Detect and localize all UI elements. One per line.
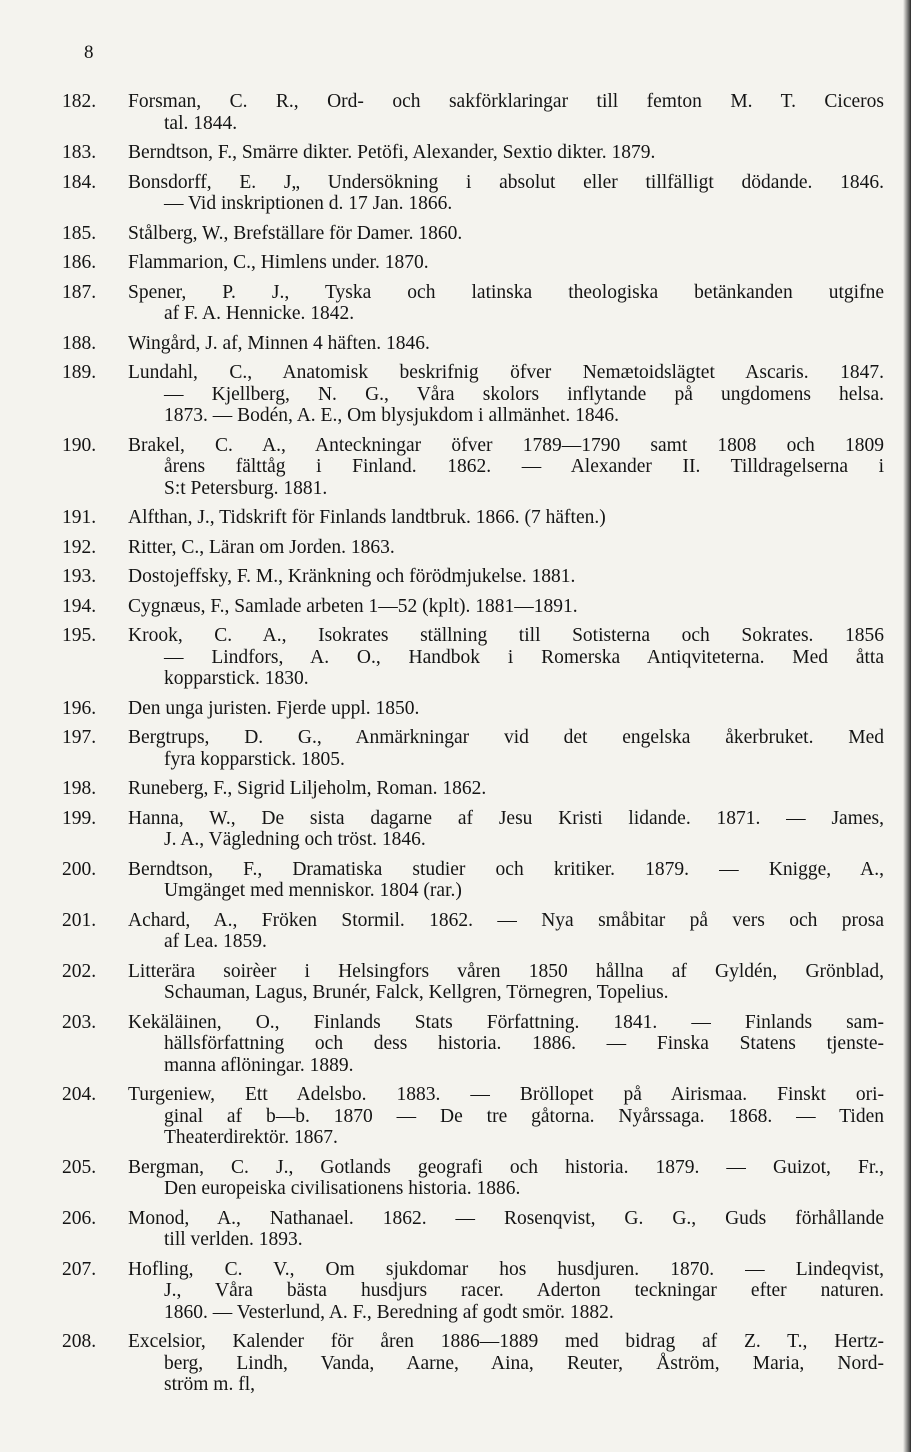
- entry-line: Cygnæus, F., Samlade arbeten 1—52 (kplt). 1881—1891.: [128, 595, 578, 617]
- catalogue-entry: [62, 1157, 884, 1200]
- entry-line: berg, Lindh, Vanda, Aarne, Aina, Reuter, Åström, Maria, Nord-: [164, 1352, 884, 1374]
- entry-line: Achard, A., Fröken Stormil. 1862. — Nya småbitar på vers och prosa: [128, 909, 884, 931]
- catalogue-entry: [62, 223, 884, 245]
- entry-number: 195.: [62, 625, 97, 646]
- entry-text: [128, 91, 884, 134]
- entry-text: [128, 333, 884, 355]
- catalogue-entry: [62, 333, 884, 355]
- entry-line: Forsman, C. R., Ord- och sakförklaringar till femton M. T. Ciceros: [128, 91, 884, 112]
- entry-line: Berndtson, F., Smärre dikter. Petöfi, Alexander, Sextio dikter. 1879.: [128, 142, 656, 163]
- catalogue-entry: [62, 1208, 884, 1251]
- catalogue-entry: [62, 566, 884, 588]
- catalogue-entry: [62, 1012, 884, 1077]
- entry-line: Bonsdorff, E. J„ Undersökning i absolut eller tillfälligt dödande. 1846.: [128, 171, 884, 193]
- entry-number: 184.: [62, 171, 97, 193]
- entry-line: Bergman, C. J., Gotlands geografi och historia. 1879. — Guizot, Fr.,: [128, 1156, 884, 1178]
- entry-line: Turgeniew, Ett Adelsbo. 1883. — Bröllopet på Airismaa. Finskt ori-: [128, 1084, 884, 1105]
- entry-line: J. A., Vägledning och tröst. 1846.: [164, 829, 426, 850]
- entry-number: 189.: [62, 362, 97, 383]
- entry-line: Wingård, J. af, Minnen 4 häften. 1846.: [128, 332, 430, 354]
- entry-text: [128, 362, 884, 427]
- entry-line: manna aflöningar. 1889.: [164, 1054, 354, 1076]
- entry-line: ström m. fl,: [164, 1374, 255, 1395]
- entry-number: 206.: [62, 1207, 97, 1229]
- catalogue-entry: [62, 778, 884, 800]
- catalogue-entry: [62, 362, 884, 427]
- entry-number: 204.: [62, 1084, 97, 1105]
- entry-line: J., Våra bästa husdjurs racer. Aderton teckningar efter naturen.: [164, 1280, 884, 1301]
- entry-text: [128, 1084, 884, 1149]
- catalogue-entry: [62, 698, 884, 720]
- entry-text: [128, 778, 884, 800]
- entry-line: Runeberg, F., Sigrid Liljeholm, Roman. 1862.: [128, 778, 487, 799]
- entry-number: 207.: [62, 1258, 97, 1280]
- entry-line: Hanna, W., De sista dagarne af Jesu Kristi lidande. 1871. — James,: [128, 807, 884, 829]
- entry-number: 185.: [62, 222, 97, 244]
- entry-text: [128, 507, 884, 529]
- entry-text: [128, 727, 884, 770]
- entry-number: 192.: [62, 536, 97, 558]
- entry-text: [128, 961, 884, 1004]
- entry-text: [128, 566, 884, 588]
- entry-line: årens fälttåg i Finland. 1862. — Alexander II. Tilldragelserna i: [164, 456, 884, 477]
- entry-text: [128, 142, 884, 164]
- entry-text: [128, 859, 884, 902]
- catalogue-entry: [62, 435, 884, 500]
- entry-line: af Lea. 1859.: [164, 931, 267, 952]
- entry-number: 183.: [62, 142, 97, 163]
- entry-line: Spener, P. J., Tyska och latinska theologiska betänkanden utgifne: [128, 281, 884, 303]
- entry-line: Kekäläinen, O., Finlands Stats Författning. 1841. — Finlands sam-: [128, 1011, 884, 1033]
- catalogue-entry: [62, 859, 884, 902]
- entry-number: 198.: [62, 778, 97, 799]
- entry-line: fyra kopparstick. 1805.: [164, 748, 345, 770]
- entry-line: hällsförfattning och dess historia. 1886. — Finska Statens tjenste-: [164, 1033, 884, 1054]
- entry-line: Den unga juristen. Fjerde uppl. 1850.: [128, 697, 420, 719]
- entry-number: 182.: [62, 91, 97, 112]
- entry-text: [128, 537, 884, 559]
- entry-number: 208.: [62, 1331, 97, 1352]
- entry-number: 205.: [62, 1156, 97, 1178]
- entry-line: Theaterdirektör. 1867.: [164, 1127, 338, 1148]
- entry-number: 202.: [62, 960, 97, 982]
- catalogue-entry: [62, 1331, 884, 1396]
- entry-line: kopparstick. 1830.: [164, 668, 309, 689]
- catalogue-entry: [62, 142, 884, 164]
- entry-text: [128, 1157, 884, 1200]
- catalogue-entry: [62, 537, 884, 559]
- entry-number: 194.: [62, 595, 97, 617]
- entry-line: Lundahl, C., Anatomisk beskrifnig öfver Nemætoidslägtet Ascaris. 1847.: [128, 362, 884, 383]
- entry-number: 197.: [62, 727, 97, 748]
- catalogue-entry: [62, 910, 884, 953]
- entry-line: — Kjellberg, N. G., Våra skolors inflytande på ungdomens helsa.: [164, 383, 884, 405]
- catalogue-entry: [62, 808, 884, 851]
- catalogue-entry: [62, 596, 884, 618]
- catalogue-entry: [62, 282, 884, 325]
- entry-text: [128, 223, 884, 245]
- entry-line: Stålberg, W., Brefställare för Damer. 1860.: [128, 222, 463, 244]
- entry-number: 200.: [62, 858, 97, 880]
- catalogue-entry: [62, 625, 884, 690]
- entry-line: af F. A. Hennicke. 1842.: [164, 303, 355, 324]
- entry-line: S:t Petersburg. 1881.: [164, 477, 328, 499]
- entry-text: [128, 698, 884, 720]
- catalogue-entry: [62, 1084, 884, 1149]
- entry-line: 1873. — Bodén, A. E., Om blysjukdom i allmänhet. 1846.: [164, 405, 619, 426]
- entry-text: [128, 282, 884, 325]
- entry-line: Schauman, Lagus, Brunér, Falck, Kellgren, Törnegren, Topelius.: [164, 982, 669, 1003]
- entry-number: 203.: [62, 1011, 97, 1033]
- entry-number: 199.: [62, 807, 97, 829]
- catalogue-entry: [62, 252, 884, 274]
- entry-line: ginal af b—b. 1870 — De tre gåtorna. Nyårssaga. 1868. — Tiden: [164, 1105, 884, 1127]
- entry-line: Excelsior, Kalender för åren 1886—1889 med bidrag af Z. T., Hertz-: [128, 1331, 884, 1352]
- entry-line: — Vid inskriptionen d. 17 Jan. 1866.: [164, 193, 453, 214]
- catalogue-entry: [62, 727, 884, 770]
- entry-line: Den europeiska civilisationens historia. 1886.: [164, 1178, 521, 1199]
- entry-text: [128, 1259, 884, 1324]
- entry-number: 187.: [62, 281, 97, 303]
- entry-number: 201.: [62, 909, 97, 931]
- entry-text: [128, 1208, 884, 1251]
- entry-text: [128, 596, 884, 618]
- entry-line: Berndtson, F., Dramatiska studier och kritiker. 1879. — Knigge, A.,: [128, 858, 884, 880]
- entry-line: Dostojeffsky, F. M., Kränkning och förödmjukelse. 1881.: [128, 566, 576, 587]
- entry-line: Krook, C. A., Isokrates ställning till Sotisterna och Sokrates. 1856: [128, 625, 884, 646]
- entry-number: 186.: [62, 252, 97, 273]
- catalogue-entries: [62, 91, 884, 1404]
- entry-text: [128, 625, 884, 690]
- catalogue-entry: [62, 91, 884, 134]
- entry-line: Litterära soirèer i Helsingfors våren 1850 hållna af Gyldén, Grönblad,: [128, 960, 884, 982]
- entry-number: 196.: [62, 697, 97, 719]
- entry-line: — Lindfors, A. O., Handbok i Romerska Antiqviteterna. Med åtta: [164, 646, 884, 668]
- entry-number: 191.: [62, 507, 97, 528]
- entry-text: [128, 252, 884, 274]
- entry-text: [128, 1012, 884, 1077]
- entry-number: 190.: [62, 434, 97, 456]
- page-edge-shadow: [903, 0, 911, 1452]
- entry-text: [128, 910, 884, 953]
- entry-line: Alfthan, J., Tidskrift för Finlands landtbruk. 1866. (7 häften.): [128, 507, 606, 528]
- page-number: 8: [84, 42, 94, 63]
- entry-text: [128, 1331, 884, 1396]
- entry-text: [128, 172, 884, 215]
- entry-text: [128, 435, 884, 500]
- catalogue-entry: [62, 961, 884, 1004]
- entry-line: till verlden. 1893.: [164, 1229, 303, 1250]
- entry-line: Monod, A., Nathanael. 1862. — Rosenqvist, G. G., Guds förhållande: [128, 1207, 884, 1229]
- entry-line: Bergtrups, D. G., Anmärkningar vid det engelska åkerbruket. Med: [128, 727, 884, 748]
- entry-line: Brakel, C. A., Anteckningar öfver 1789—1790 samt 1808 och 1809: [128, 434, 884, 456]
- entry-line: Flammarion, C., Himlens under. 1870.: [128, 252, 429, 273]
- catalogue-entry: [62, 507, 884, 529]
- entry-number: 193.: [62, 566, 97, 587]
- entry-number: 188.: [62, 332, 97, 354]
- entry-line: Umgänget med menniskor. 1804 (rar.): [164, 880, 462, 901]
- entry-line: Ritter, C., Läran om Jorden. 1863.: [128, 536, 395, 558]
- entry-text: [128, 808, 884, 851]
- entry-line: 1860. — Vesterlund, A. F., Beredning af godt smör. 1882.: [164, 1301, 614, 1323]
- catalogue-entry: [62, 1259, 884, 1324]
- catalogue-entry: [62, 172, 884, 215]
- entry-line: tal. 1844.: [164, 112, 238, 134]
- entry-line: Hofling, C. V., Om sjukdomar hos husdjuren. 1870. — Lindeqvist,: [128, 1258, 884, 1280]
